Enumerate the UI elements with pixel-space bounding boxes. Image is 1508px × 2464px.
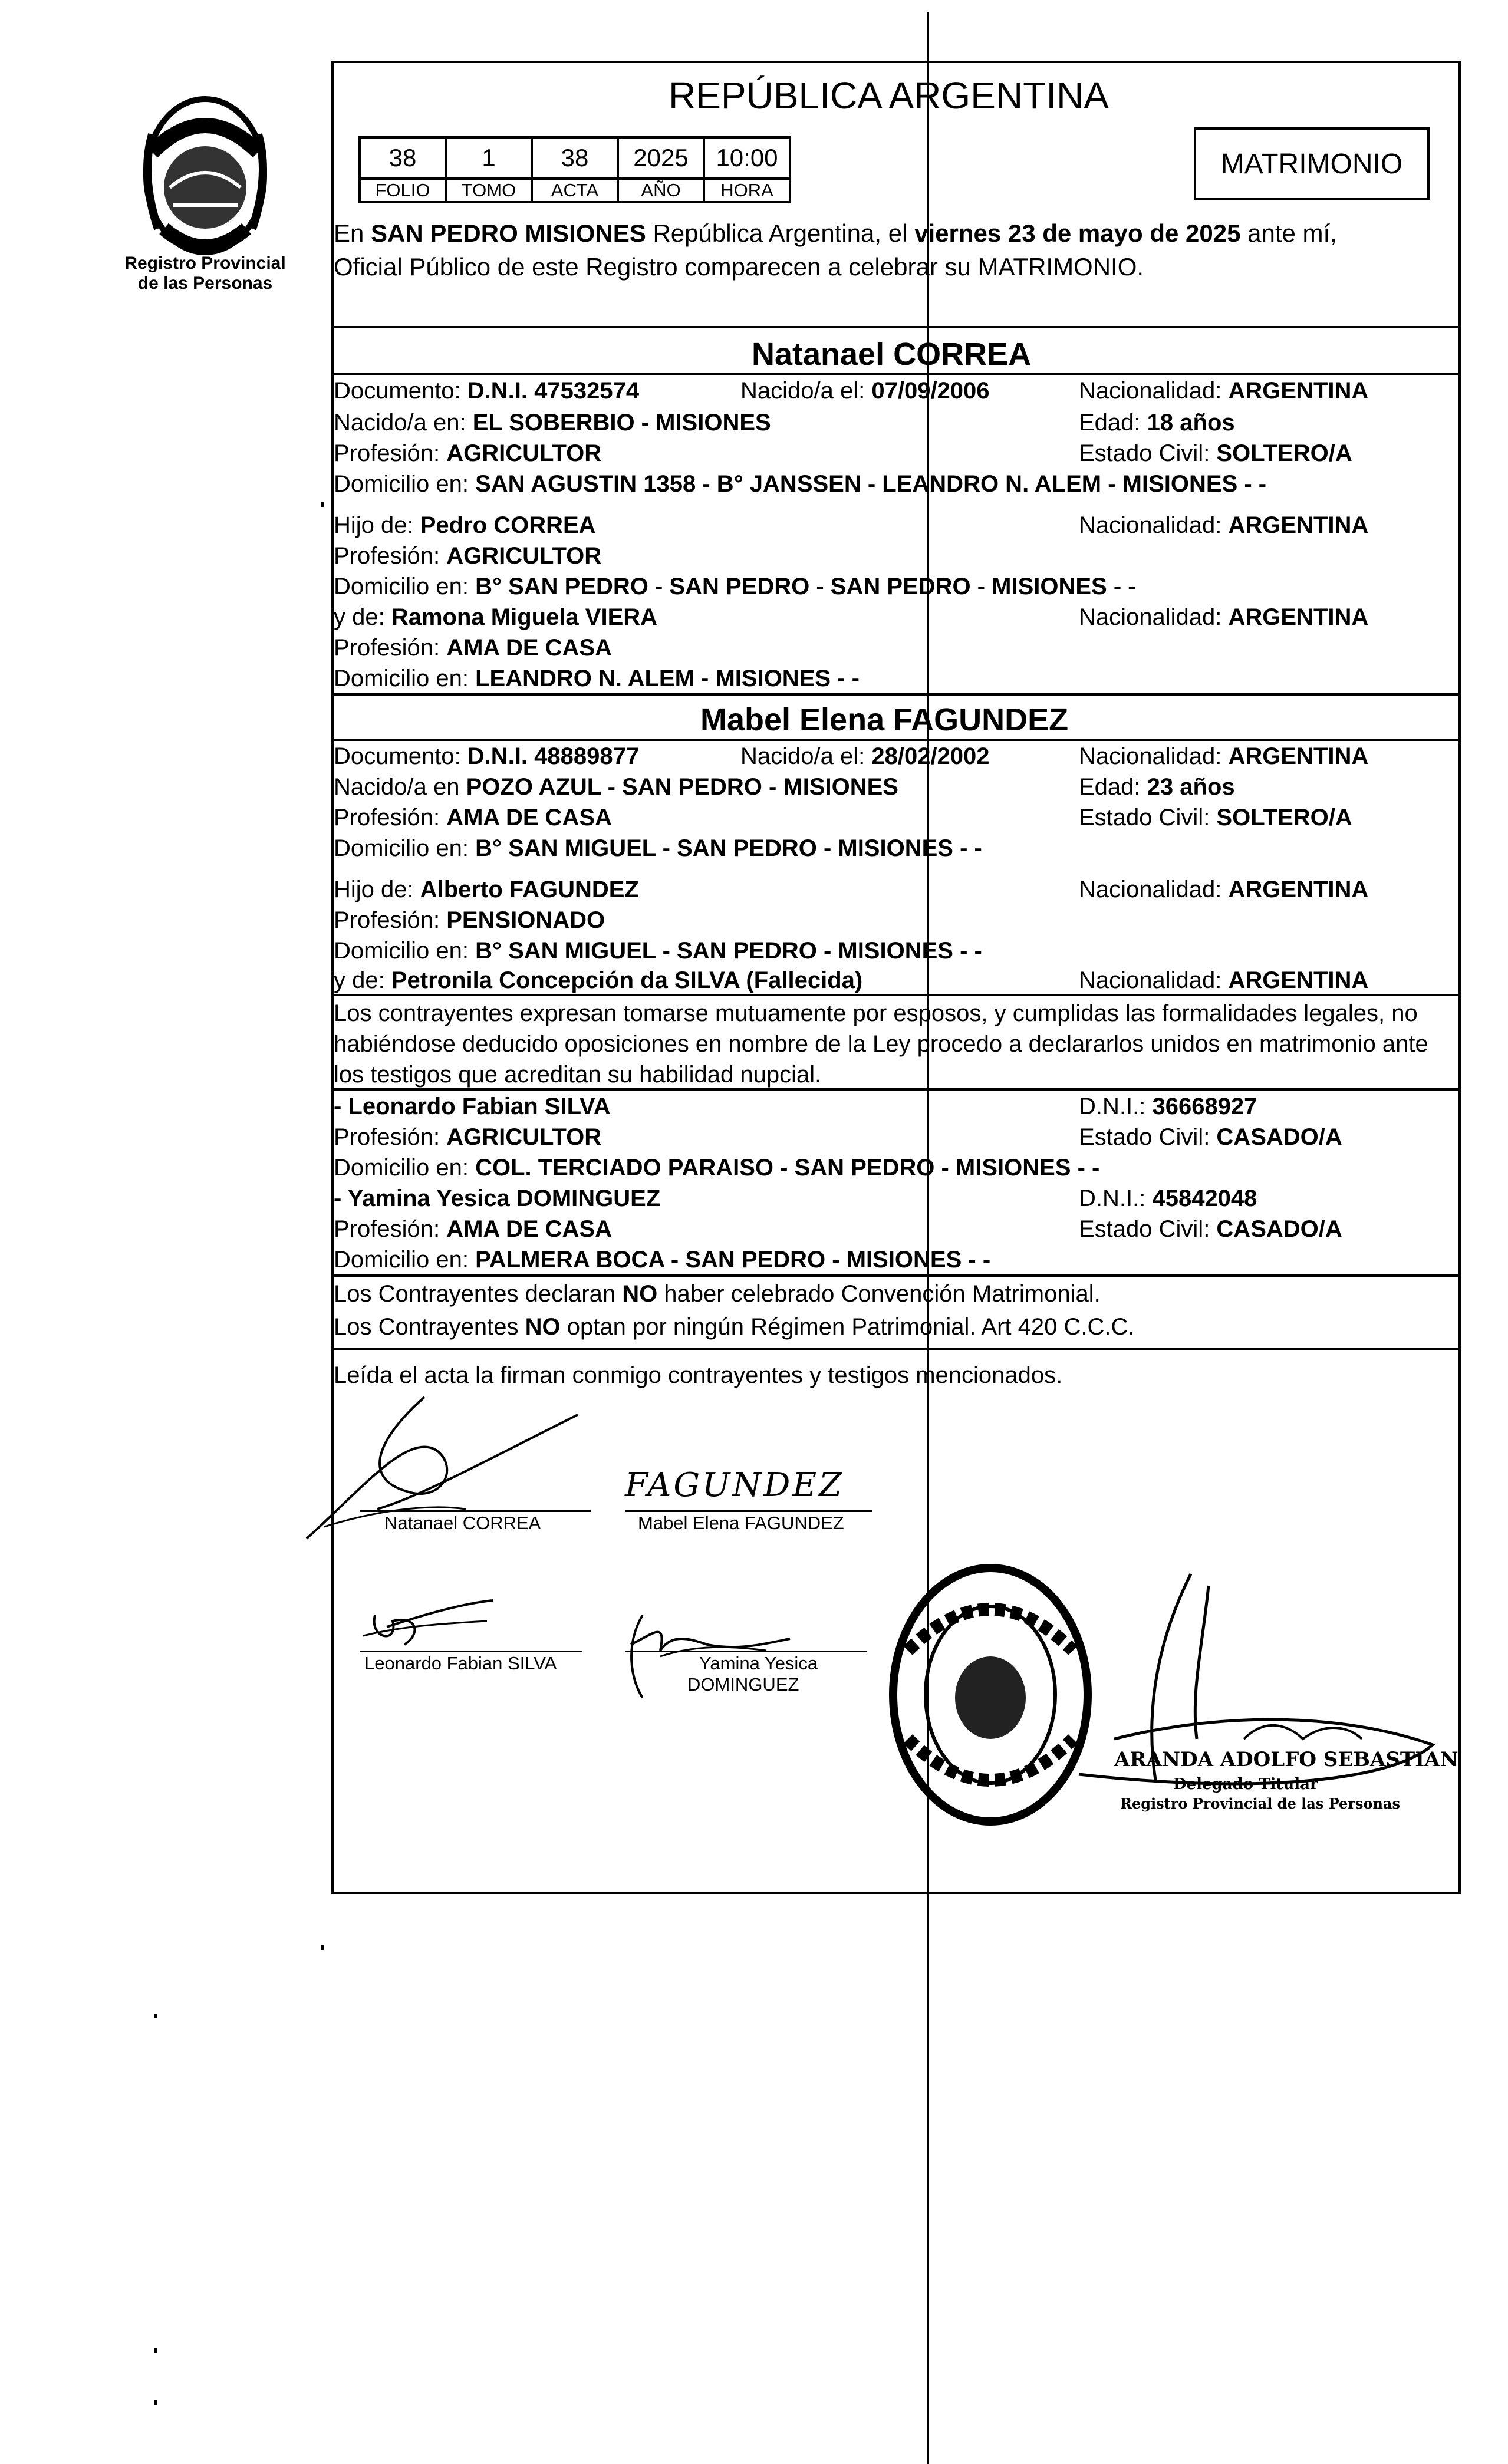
tomo-label: TOMO (446, 179, 532, 202)
bride-doc: Documento: D.N.I. 48889877 (334, 743, 640, 769)
intro-place: SAN PEDRO MISIONES (371, 219, 646, 247)
groom-civil-status: Estado Civil: SOLTERO/A (1079, 440, 1352, 466)
registry-label: Registro Provincial de las Personas (124, 253, 286, 293)
bride-father: Hijo de: Alberto FAGUNDEZ (334, 877, 639, 902)
witness-1-civil-status: Estado Civil: CASADO/A (1079, 1124, 1342, 1150)
divider (331, 693, 1461, 696)
groom-nationality: Nacionalidad: ARGENTINA (1079, 378, 1369, 404)
groom-address: Domicilio en: SAN AGUSTIN 1358 - B° JANSSEN - LEANDRO N. ALEM - MISIONES - - (334, 471, 1267, 497)
witness-1-address: Domicilio en: COL. TERCIADO PARAISO - SAN PEDRO - MISIONES - - (334, 1155, 1100, 1181)
record-type-label: MATRIMONIO (1220, 148, 1403, 180)
intro-line-1: En SAN PEDRO MISIONES República Argentina, el viernes 23 de mayo de 2025 ante mí, (334, 219, 1337, 247)
groom-mother: y de: Ramona Miguela VIERA (334, 604, 658, 630)
groom-name: Natanael CORREA (752, 337, 1032, 372)
declaration-line-2: habiéndose deducido oposiciones en nombre de la Ley procedo a declararlos unidos en matrimonio ante (334, 1031, 1428, 1057)
official-name: ARANDA ADOLFO SEBASTIAN (1114, 1748, 1458, 1771)
anio-label: AÑO (618, 179, 704, 202)
tomo-value: 1 (446, 137, 532, 179)
divider (331, 1348, 1461, 1350)
bride-father-profession: Profesión: PENSIONADO (334, 907, 605, 933)
official-office: Registro Provincial de las Personas (1120, 1795, 1400, 1812)
closing-statement: Leída el acta la firman conmigo contrayentes y testigos mencionados. (334, 1362, 1063, 1388)
bride-name: Mabel Elena FAGUNDEZ (700, 702, 1069, 737)
intro-date: viernes 23 de mayo de 2025 (914, 219, 1241, 247)
groom-mother-address: Domicilio en: LEANDRO N. ALEM - MISIONES - - (334, 666, 860, 691)
scan-mark (154, 2348, 157, 2353)
scan-mark (154, 2400, 157, 2405)
groom-birthdate: Nacido/a el: 07/09/2006 (740, 378, 990, 404)
groom-father-nationality: Nacionalidad: ARGENTINA (1079, 512, 1369, 538)
signature-name-witness-2-last: DOMINGUEZ (687, 1674, 799, 1695)
witness-1-dni: D.N.I.: 36668927 (1079, 1093, 1257, 1119)
bride-birthplace: Nacido/a en POZO AZUL - SAN PEDRO - MISIONES (334, 774, 898, 800)
bride-nationality: Nacionalidad: ARGENTINA (1079, 743, 1369, 769)
signature-line-bride (625, 1510, 872, 1512)
declaration-line-1: Los contrayentes expresan tomarse mutuamente por esposos, y cumplidas las formalidades legales, no (334, 1000, 1418, 1026)
folio-value: 38 (360, 137, 446, 179)
provincia-misiones-seal (129, 87, 282, 264)
bride-civil-status: Estado Civil: SOLTERO/A (1079, 805, 1352, 831)
groom-mother-profession: Profesión: AMA DE CASA (334, 635, 612, 661)
divider (331, 739, 1461, 741)
signature-name-groom: Natanael CORREA (384, 1513, 541, 1533)
hora-label: HORA (704, 179, 790, 202)
bride-age: Edad: 23 años (1079, 774, 1235, 800)
bride-mother-nationality: Nacionalidad: ARGENTINA (1079, 967, 1369, 993)
signature-line-groom (360, 1510, 591, 1512)
record-meta-table (358, 136, 791, 203)
groom-profession: Profesión: AGRICULTOR (334, 440, 602, 466)
signature-line-witness-1 (360, 1651, 582, 1652)
groom-father: Hijo de: Pedro CORREA (334, 512, 596, 538)
record-type-box (1194, 127, 1430, 200)
signature-name-bride: Mabel Elena FAGUNDEZ (638, 1513, 844, 1533)
page-title: REPÚBLICA ARGENTINA (669, 74, 1109, 117)
witness-2-name: - Yamina Yesica DOMINGUEZ (334, 1185, 661, 1211)
official-role: Delegado Titular (1173, 1775, 1318, 1793)
groom-age: Edad: 18 años (1079, 410, 1235, 436)
declaration-line-3: los testigos que acreditan su habilidad nupcial. (334, 1062, 822, 1088)
groom-mother-nationality: Nacionalidad: ARGENTINA (1079, 604, 1369, 630)
signature-line-witness-2 (625, 1651, 867, 1652)
groom-father-profession: Profesión: AGRICULTOR (334, 543, 602, 569)
acta-label: ACTA (532, 179, 618, 202)
divider (331, 994, 1461, 996)
scan-mark (321, 502, 324, 507)
witness-1-name: - Leonardo Fabian SILVA (334, 1093, 611, 1119)
note-convention: Los Contrayentes declaran NO haber celebrado Convención Matrimonial. (334, 1281, 1101, 1307)
bride-address: Domicilio en: B° SAN MIGUEL - SAN PEDRO - MISIONES - - (334, 835, 982, 861)
groom-doc: Documento: D.N.I. 47532574 (334, 378, 640, 404)
folio-label: FOLIO (360, 179, 446, 202)
intro-line-2: Oficial Público de este Registro comparecen a celebrar su MATRIMONIO. (334, 253, 1144, 281)
divider (331, 373, 1461, 375)
hora-value: 10:00 (704, 137, 790, 179)
groom-father-address: Domicilio en: B° SAN PEDRO - SAN PEDRO - SAN PEDRO - MISIONES - - (334, 574, 1136, 599)
scan-mark (154, 2014, 157, 2018)
groom-birthplace: Nacido/a en: EL SOBERBIO - MISIONES (334, 410, 771, 436)
scan-mark (321, 1945, 324, 1950)
witness-2-dni: D.N.I.: 45842048 (1079, 1185, 1257, 1211)
bride-profession: Profesión: AMA DE CASA (334, 805, 612, 831)
divider (331, 1274, 1461, 1277)
bride-father-address: Domicilio en: B° SAN MIGUEL - SAN PEDRO - MISIONES - - (334, 938, 982, 964)
bride-birthdate: Nacido/a el: 28/02/2002 (740, 743, 990, 769)
bride-mother: y de: Petronila Concepción da SILVA (Fallecida) (334, 967, 863, 993)
anio-value: 2025 (618, 137, 704, 179)
witness-2-address: Domicilio en: PALMERA BOCA - SAN PEDRO - MISIONES - - (334, 1247, 991, 1273)
signature-name-witness-2-first: Yamina Yesica (699, 1653, 818, 1674)
signature-name-witness-1: Leonardo Fabian SILVA (364, 1653, 557, 1674)
divider (331, 326, 1461, 328)
witness-2-civil-status: Estado Civil: CASADO/A (1079, 1216, 1342, 1242)
bride-signature-scrawl: FAGUNDEZ (625, 1466, 845, 1504)
divider (331, 1088, 1461, 1091)
note-regime: Los Contrayentes NO optan por ningún Régimen Patrimonial. Art 420 C.C.C. (334, 1314, 1135, 1340)
witness-1-profession: Profesión: AGRICULTOR (334, 1124, 602, 1150)
witness-2-profession: Profesión: AMA DE CASA (334, 1216, 612, 1242)
acta-value: 38 (532, 137, 618, 179)
bride-father-nationality: Nacionalidad: ARGENTINA (1079, 877, 1369, 902)
